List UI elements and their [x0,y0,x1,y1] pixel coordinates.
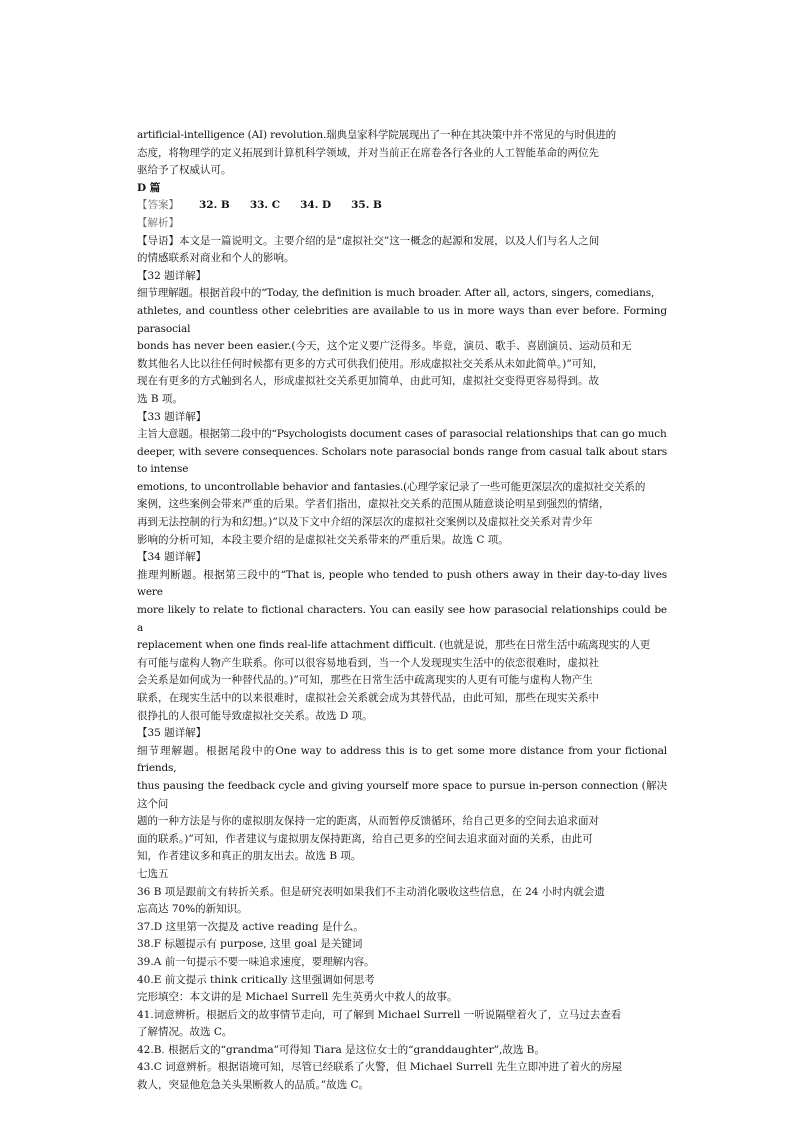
text-line: 细节理解题。根据尾段中的One way to address this is to get some more distance from your fictional friends, [137,744,667,775]
q43-explanation [137,1059,667,1094]
text-line: 驱给予了权威认可。 [137,164,232,177]
q39-explanation: 39.A 前一句提示不要一味追求速度，要理解内容。 [137,955,375,968]
text-line: 联系，在现实生活中的以来很难时，虚拟社会关系就会成为其替代品，由此可知，那些在现实关系中 [137,692,599,704]
text-line: 救人，突显他危急关头果断救人的品质。”故选 C。 [137,1079,369,1092]
text-line: 知，作者建议多和真正的朋友出去。故选 B 项。 [137,850,362,863]
answer-item: 35. B [351,199,382,212]
cloze-title: 完形填空：本文讲的是 Michael Surrell 先生英勇火中救人的故事。 [137,991,458,1004]
text-line: 题的一种方法是与你的虚拟朋友保持一定的距离，从而暂停反馈循环，给自己更多的空间去追求面对 [137,815,599,828]
answer-label: 【答案】 [137,199,179,212]
q32-title: 【32 题详解】 [137,269,207,282]
text-line: 面的联系。)”可知，作者建议与虚拟朋友保持距离，给自己更多的空间去追求面对面的关系，由此可 [137,832,593,845]
q42-explanation: 42.B. 根据后文的“grandma”可得知 Tiara 是这位女士的“granddaughter”,故选 B。 [137,1043,545,1056]
text-line: 的情感联系对商业和个人的影响。 [137,252,295,265]
text-line: 案例，这些案例会带来严重的后果。学者们指出，虚拟社交关系的范围从随意谈论明星到强烈的情绪， [137,498,610,511]
q37-explanation: 37.D 这里第一次提及 active reading 是什么。 [137,920,364,933]
q36-explanation [137,884,667,919]
text-line: more likely to relate to fictional characters. You can easily see how parasocial relationships could be a [137,604,667,634]
text-line: thus pausing the feedback cycle and giving yourself more space to pursue in-person connection (解决这个问 [137,779,667,810]
q40-explanation: 40.E 前文提示 think critically 这里强调如何思考 [137,973,375,986]
text-line: 会关系是如何成为一种替代品的。)”可知，那些在日常生活中疏离现实的人更有可能与虚构人物产生 [137,674,593,687]
q34-explanation [137,567,667,725]
q35-title: 【35 题详解】 [137,727,207,740]
text-line: bonds has never been easier.(今天，这个定义要广泛得多。毕竟，演员、歌手、喜剧演员、运动员和无 [137,340,632,353]
q33-title: 【33 题详解】 [137,410,207,423]
guide-paragraph [137,233,667,268]
text-line: 了解情况。故选 C。 [137,1026,233,1039]
q34-title: 【34 题详解】 [137,551,207,564]
q33-explanation [137,426,667,549]
text-line: 现在有更多的方式触到名人，形成虚拟社交关系更加简单，由此可知，虚拟社交变得更容易得到。故 [137,375,599,388]
analysis-label: 【解析】 [137,216,179,229]
text-line: emotions, to uncontrollable behavior and fantasies.(心理学家记录了一些可能更深层次的虚拟社交关系的 [137,480,646,493]
text-line: 【导语】本文是一篇说明文。主要介绍的是“虚拟社交”这一概念的起源和发展，以及人们与名人之间 [137,234,600,247]
q38-explanation: 38.F 标题提示有 purpose, 这里 goal 是关键词 [137,938,363,951]
text-line: deeper, with severe consequences. Scholars note parasocial bonds range from casual talk about stars to intense [137,445,667,476]
text-line: 41.词意辨析。根据后文的故事情节走向，可了解到 Michael Surrell 一听说隔壁着火了，立马过去查看 [137,1008,622,1021]
intro-paragraph [137,127,667,180]
answer-item: 34. D [300,199,332,212]
text-line: 忘高达 70%的新知识。 [137,903,248,916]
text-line: 43.C 词意辨析。根据语境可知，尽管已经联系了火警，但 Michael Surrell 先生立即冲进了着火的房屋 [137,1061,623,1074]
answer-item: 33. C [249,199,281,212]
text-line: artificial-intelligence (AI) revolution.瑞典皇家科学院展现出了一种在其决策中并不常见的与时俱进的 [137,129,616,141]
text-line: replacement when one finds real-life attachment difficult. (也就是说，那些在日常生活中疏离现实的人更 [137,639,651,652]
text-line: 选 B 项。 [137,392,183,405]
text-line: 影响的分析可知，本段主要介绍的是虚拟社交关系带来的严重后果。故选 C 项。 [137,533,509,546]
answer-item: 32. B [199,199,230,212]
seven-choose-five-title: 七选五 [137,867,169,880]
answer-explanation-text [137,127,667,1095]
text-line: athletes, and countless other celebrities are available to us in more ways than ever before. Forming parasocial [137,304,667,335]
answer-row [137,197,667,215]
q32-explanation [137,285,667,408]
text-line: 很挣扎的人很可能导致虚拟社交关系。故选 D 项。 [137,709,373,722]
text-line: 再到无法控制的行为和幻想。)”以及下文中介绍的深层次的虚拟社交案例以及虚拟社交关系对青少年 [137,516,593,529]
q35-explanation [137,743,667,866]
q41-explanation [137,1007,667,1042]
text-line: 数其他名人比以往任何时候都有更多的方式可供我们使用。形成虚拟社交关系从未如此简单。)”可知， [137,357,604,370]
section-title: D 篇 [137,181,161,194]
text-line: 细节理解题。根据首段中的“Today, the definition is much broader. After all, actors, singers, comedians, [137,287,655,300]
text-line: 推理判断题。根据第三段中的“That is, people who tended to push others away in their day-to-day lives were [137,568,667,599]
text-line: 36 B 项是跟前文有转折关系。但是研究表明如果我们不主动消化吸收这些信息，在 24 小时内就会遗 [137,885,605,898]
text-line: 主旨大意题。根据第二段中的“Psychologists document cases of parasocial relationships that can go much [137,428,667,441]
text-line: 态度，将物理学的定义拓展到计算机科学领域，并对当前正在席卷各行各业的人工智能革命的两位先 [137,146,599,159]
text-line: 有可能与虚构人物产生联系。你可以很容易地看到，当一个人发现现实生活中的依恋很难时，虚拟社 [137,656,599,669]
